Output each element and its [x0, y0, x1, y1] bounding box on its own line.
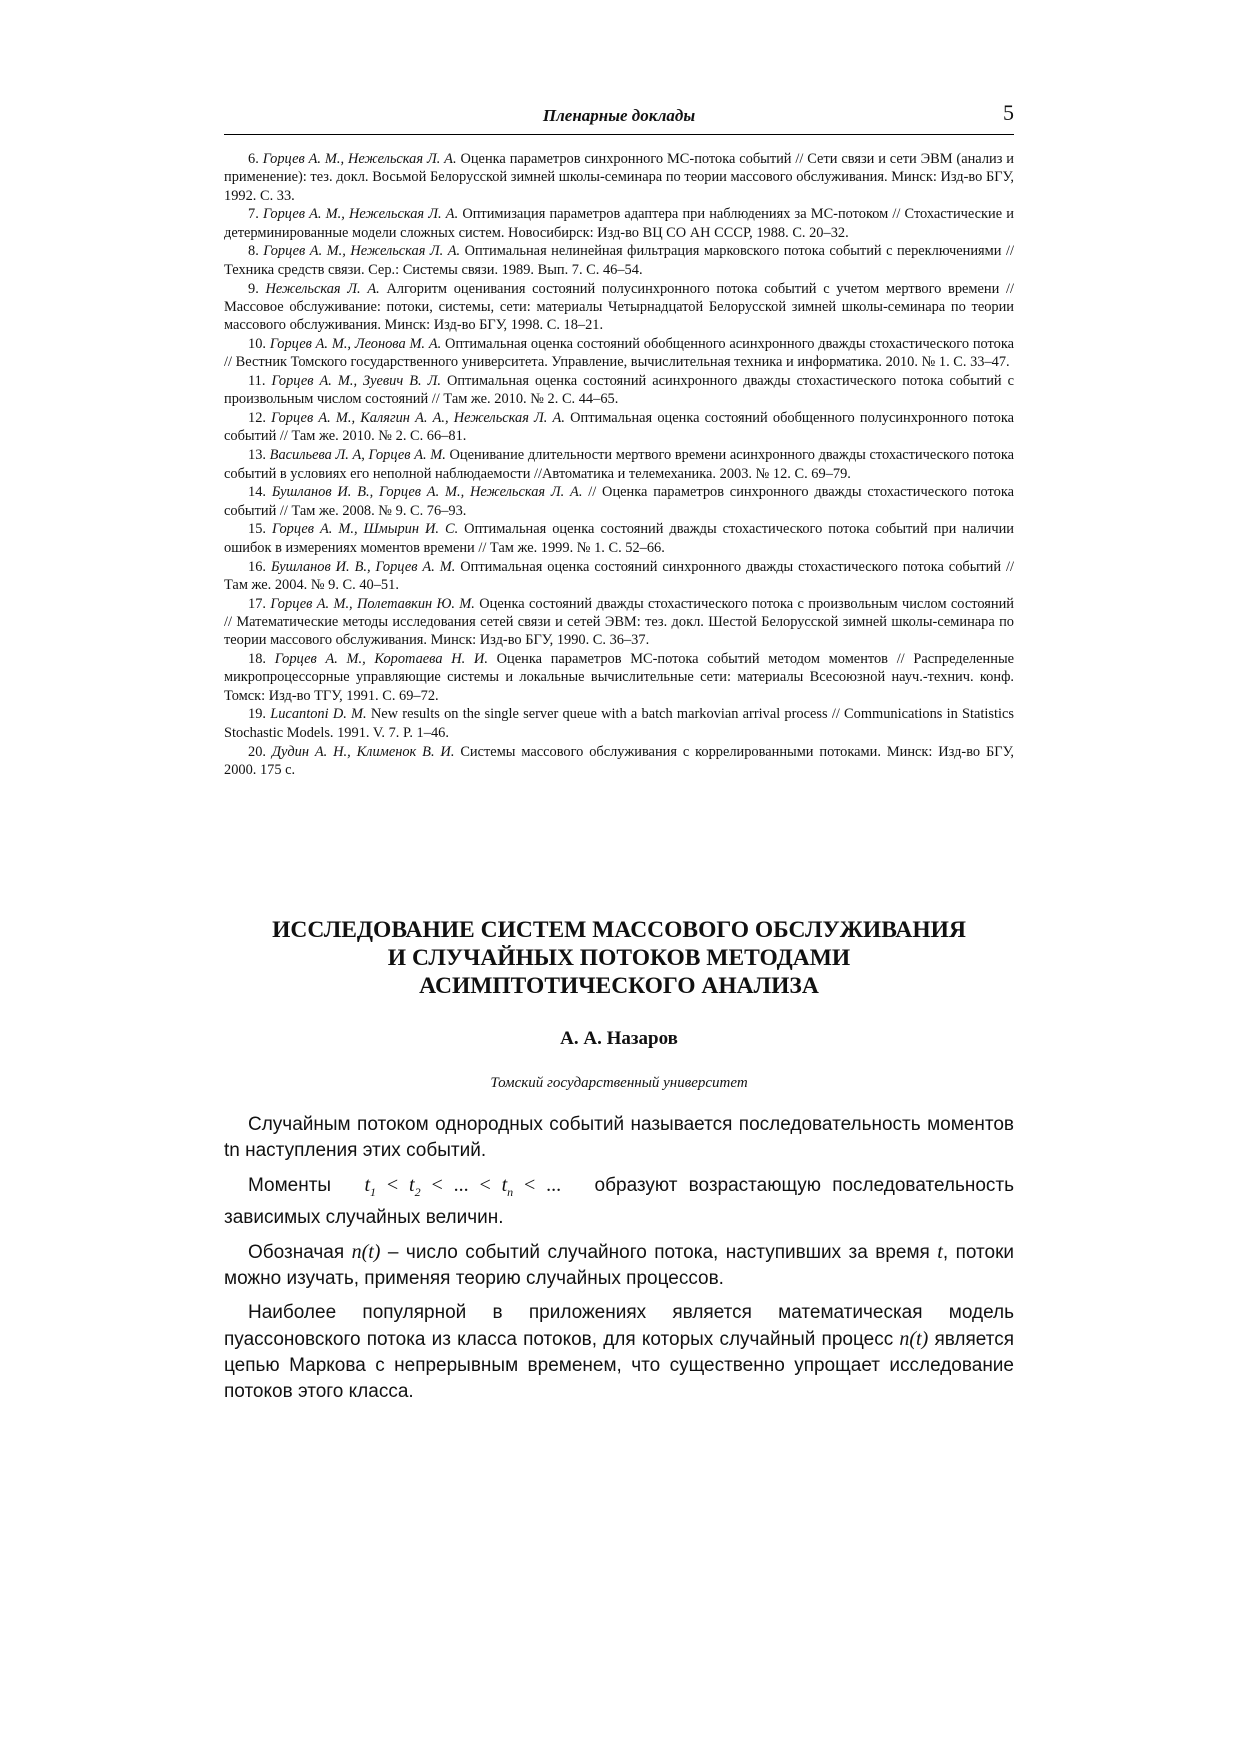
header-rule [224, 134, 1014, 135]
reference-authors: Нежельская Л. А. [265, 280, 380, 297]
reference-item: 9. Нежельская Л. А. Алгоритм оценивания состояний полусинхронного потока событий с учетом мертвого времени // Массовое обслуживание: потоки, системы, сети: материалы Четырнадцатой Белорусской зимней школы-семинара по теории массового обслуживания. Минск: Изд-во БГУ, 1998. С. 18–21. [224, 280, 1014, 334]
reference-item: 19. Lucantoni D. M. New results on the single server queue with a batch markovian arrival process // Communications in Statistics Stochastic Models. 1991. V. 7. P. 1–46. [224, 706, 1014, 741]
reference-item: 8. Горцев А. М., Нежельская Л. А. Оптимальная нелинейная фильтрация марковского потока событий с переключениями // Техника средств связи. Сер.: Системы связи. 1989. Вып. 7. С. 46–54. [224, 243, 1014, 278]
reference-authors: Бушланов И. В., Горцев А. М. [270, 558, 456, 575]
reference-authors: Горцев А. М., Нежельская Л. А. [262, 206, 459, 223]
reference-authors: Горцев А. М., Коротаева Н. И. [274, 651, 488, 668]
reference-authors: Горцев А. М., Полетавкин Ю. М. [270, 595, 475, 612]
article-affiliation: Томский государственный университет [490, 1075, 748, 1091]
reference-item: 14. Бушланов И. В., Горцев А. М., Нежельская Л. А. // Оценка параметров синхронного дважды стохастического потока событий // Там же. 2008. № 9. С. 76–93. [224, 484, 1014, 519]
article-body [224, 1112, 1014, 1413]
article-title: ИССЛЕДОВАНИЕ СИСТЕМ МАССОВОГО ОБСЛУЖИВАНИЯ И СЛУЧАЙНЫХ ПОТОКОВ МЕТОДАМИ АСИМПТОТИЧЕСКОГО АНАЛИЗА [272, 917, 966, 999]
reference-item: 10. Горцев А. М., Леонова М. А. Оптимальная оценка состояний обобщенного асинхронного дважды стохастического потока // Вестник Томского государственного университета. Управление, вычислительная техника и информатика. 2010. № 1. С. 33–47. [224, 335, 1014, 371]
reference-authors: Горцев А. М., Леонова М. А. [269, 335, 442, 352]
reference-item: 20. Дудин А. Н., Клименок В. И. Системы массового обслуживания с коррелированными потоками. Минск: Изд-во БГУ, 2000. 175 с. [224, 743, 1015, 778]
reference-list [224, 150, 1014, 780]
reference-authors: Дудин А. Н., Клименок В. И. [271, 743, 455, 760]
reference-authors: Lucantoni D. M. [270, 706, 367, 723]
reference-item: 11. Горцев А. М., Зуевич В. Л. Оптимальная оценка состояний асинхронного дважды стохастического потока событий с произвольным числом состояний // Там же. 2010. № 2. С. 44–65. [224, 373, 1014, 408]
reference-item: 13. Васильева Л. А, Горцев А. М. Оценивание длительности мертвого времени асинхронного дважды стохастического потока событий в условиях его неполной наблюдаемости //Автоматика и телемеханика. 2003. № 12. С. 69–79. [224, 447, 1014, 482]
reference-authors: Бушланов И. В., Горцев А. М., Нежельская Л. А. [271, 484, 583, 501]
reference-item: 12. Горцев А. М., Калягин А. А., Нежельская Л. А. Оптимальная оценка состояний обобщенного полусинхронного потока событий // Там же. 2010. № 2. С. 66–81. [224, 410, 1014, 445]
body-paragraph: Наиболее популярной в приложениях является математическая модель пуассоновского потока из класса потоков, для которых случайный процесс n(t) является цепью Маркова с непрерывным временем, что существенно упрощает исследование потоков этого класса. [224, 1302, 1014, 1402]
running-head [224, 100, 1014, 132]
reference-item: 15. Горцев А. М., Шмырин И. С. Оптимальная оценка состояний дважды стохастического потока событий при наличии ошибок в измерениях моментов времени // Там же. 1999. № 1. С. 52–66. [224, 521, 1014, 556]
reference-authors: Васильева Л. А, Горцев А. М. [269, 447, 446, 464]
formula-n-of-t: n(t) [351, 1241, 381, 1263]
running-title: Пленарные доклады [542, 106, 696, 125]
reference-authors: Горцев А. М., Зуевич В. Л. [271, 373, 441, 390]
reference-item: 16. Бушланов И. В., Горцев А. М. Оптимальная оценка состояний синхронного дважды стохастического потока событий // Там же. 2004. № 9. С. 40–51. [224, 558, 1014, 593]
reference-item: 7. Горцев А. М., Нежельская Л. А. Оптимизация параметров адаптера при наблюдениях за МС-потоком // Стохастические и детерминированные модели сложных систем. Новосибирск: Изд-во ВЦ СО АН СССР, 1988. С. 20–32. [224, 206, 1014, 241]
body-paragraph: Обозначая n(t) – число событий случайного потока, наступивших за время t, потоки можно изучать, применяя теорию случайных процессов. [224, 1241, 1014, 1289]
body-paragraph: Случайным потоком однородных событий называется последовательность моментов tn наступления этих событий. [224, 1114, 1014, 1161]
reference-authors: Горцев А. М., Калягин А. А., Нежельская Л. А. [271, 410, 565, 427]
article-author: А. А. Назаров [560, 1028, 678, 1049]
reference-authors: Горцев А. М., Нежельская Л. А. [263, 243, 461, 260]
body-paragraph: Моменты $t_1 < t_2$ < ... < $t_n$ < ... образуют возрастающую последовательность зависимых случайных величин. [224, 1174, 1015, 1228]
page-number: 5 [1003, 100, 1014, 125]
formula-n-of-t: n(t) [899, 1328, 929, 1350]
reference-authors: Горцев А. М., Шмырин И. С. [272, 521, 459, 538]
reference-item: 17. Горцев А. М., Полетавкин Ю. М. Оценка состояний дважды стохастического потока с произвольным числом состояний // Математические методы исследования сетей связи и сетей ЭВМ: тез. докл. Шестой Белорусской зимней школы-семинара по теории массового обслуживания. Минск: Изд-во БГУ, 1990. С. 36–37. [224, 595, 1014, 649]
reference-item: 18. Горцев А. М., Коротаева Н. И. Оценка параметров МС-потока событий методом моментов // Распределенные микропроцессорные управляющие системы и локальные вычислительные сети: материалы Всесоюзной науч.-технич. конф. Томск: Изд-во ТГУ, 1991. С. 69–72. [224, 651, 1014, 704]
formula-moments: $t_1 < t_2$ < ... < $t_n$ < ... [364, 1174, 562, 1199]
reference-authors: Горцев А. М., Нежельская Л. А. [262, 151, 457, 167]
reference-item: 6. Горцев А. М., Нежельская Л. А. Оценка параметров синхронного МС-потока событий // Сети связи и сети ЭВМ (анализ и применение): тез. докл. Восьмой Белорусской зимней школы-семинара по теории массового обслуживания. Минск: Изд-во БГУ, 1992. С. 33. [224, 151, 1014, 204]
